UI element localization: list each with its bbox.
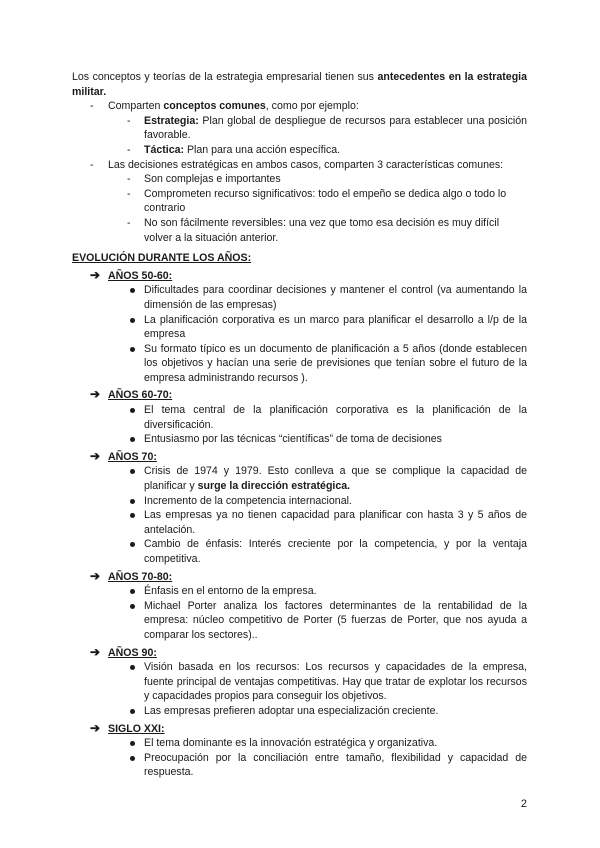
document-content (72, 70, 527, 780)
bullet-item: Las empresas ya no tienen capacidad para planificar con hasta 3 y 5 años de antelación. (72, 508, 527, 537)
bullet-item: Las empresas prefieren adoptar una especialización creciente. (72, 704, 527, 719)
bullet-item: El tema central de la planificación corporativa es la planificación de la diversificación. (72, 403, 527, 432)
decision-subitem: - Comprometen recurso significativos: todo el empeño se dedica algo o todo lo contrario (72, 187, 527, 216)
arrow-icon: ➔ (90, 267, 101, 282)
era-70-80 (72, 570, 527, 585)
tactica-item (72, 143, 527, 158)
arrow-icon: ➔ (90, 448, 101, 463)
era-60-70 (72, 388, 527, 403)
bullet-bold: surge la dirección estratégica. (197, 480, 351, 493)
decisiones-item: - Las decisiones estratégicas en ambos casos, comparten 3 características comunes: (72, 158, 527, 173)
comparten-item (72, 99, 527, 114)
arrow-icon: ➔ (90, 644, 101, 659)
estrategia-item (72, 114, 527, 143)
era-50-60 (72, 269, 527, 284)
bullet-item (72, 464, 527, 493)
arrow-icon: ➔ (90, 720, 101, 735)
era-siglo-xxi (72, 722, 527, 737)
bullet-item: Incremento de la competencia internacional. (72, 494, 527, 509)
intro-paragraph (72, 70, 527, 99)
intro-text: Los conceptos y teorías de la estrategia empresarial tienen sus (72, 71, 378, 83)
bullet-item: Michael Porter analiza los factores determinantes de la rentabilidad de la empresa: núcleo competitivo de Porter (5 fuerzas de Porter, que nos ayuda a comparar los sectores).. (72, 599, 527, 643)
era-label: AÑOS 60-70: (108, 389, 173, 402)
era-70 (72, 450, 527, 465)
arrow-icon: ➔ (90, 568, 101, 583)
bullet-item: Dificultades para coordinar decisiones y mantener el control (va aumentando la dimensión de las empresas) (72, 283, 527, 312)
estrategia-def: Plan global de despliegue de recursos para establecer una posición favorable. (144, 114, 527, 142)
decision-subitem: - Son complejas e importantes (72, 172, 527, 187)
tactica-term: Táctica: (144, 143, 185, 156)
era-label: AÑOS 90: (108, 646, 157, 659)
bullet-item: Su formato típico es un documento de planificación a 5 años (donde establecen los objetivos y hacían una serie de previsiones que tenían sobre el futuro de la empresa administrando recursos ). (72, 342, 527, 386)
comparten-prefix: Comparten (108, 100, 164, 113)
comparten-suffix: , como por ejemplo: (265, 100, 359, 113)
era-90 (72, 646, 527, 661)
era-label: AÑOS 70-80: (108, 570, 173, 583)
tactica-def: Plan para una acción específica. (184, 143, 341, 156)
bullet-item: Énfasis en el entorno de la empresa. (72, 584, 527, 599)
bullet-item: El tema dominante es la innovación estratégica y organizativa. (72, 736, 527, 751)
bullet-item: Preocupación por la conciliación entre tamaño, flexibilidad y capacidad de respuesta. (72, 751, 527, 780)
bullet-item: Entusiasmo por las técnicas “científicas” de toma de decisiones (72, 432, 527, 447)
intro-bold: antecedentes en la estrategia militar. (72, 71, 527, 98)
bullet-item: Cambio de énfasis: Interés creciente por la competencia, y por la ventaja competitiva. (72, 537, 527, 566)
estrategia-term: Estrategia: (144, 114, 199, 127)
arrow-icon: ➔ (90, 387, 101, 402)
bullet-item: La planificación corporativa es un marco para planificar el desarrollo a l/p de la empresa (72, 313, 527, 342)
evolucion-title: EVOLUCIÓN DURANTE LOS AÑOS: (72, 252, 252, 265)
era-label: SIGLO XXI: (108, 722, 165, 735)
comparten-bold: conceptos comunes (163, 100, 266, 113)
decision-subitem: - No son fácilmente reversibles: una vez que tomo esa decisión es muy difícil volver a la situación anterior. (72, 216, 527, 245)
era-label: AÑOS 70: (108, 450, 157, 463)
bullet-text: Crisis de 1974 y 1979. Esto conlleva a que se complique la capacidad de planificar y (144, 465, 527, 493)
page-number: 2 (520, 798, 527, 810)
bullet-item: Visión basada en los recursos: Los recursos y capacidades de la empresa, fuente principal de ventajas competitivas. Hay que tratar de explotar los recursos y capacidades propios para conseguir los objetivos. (72, 660, 527, 704)
era-label: AÑOS 50-60: (108, 269, 173, 282)
